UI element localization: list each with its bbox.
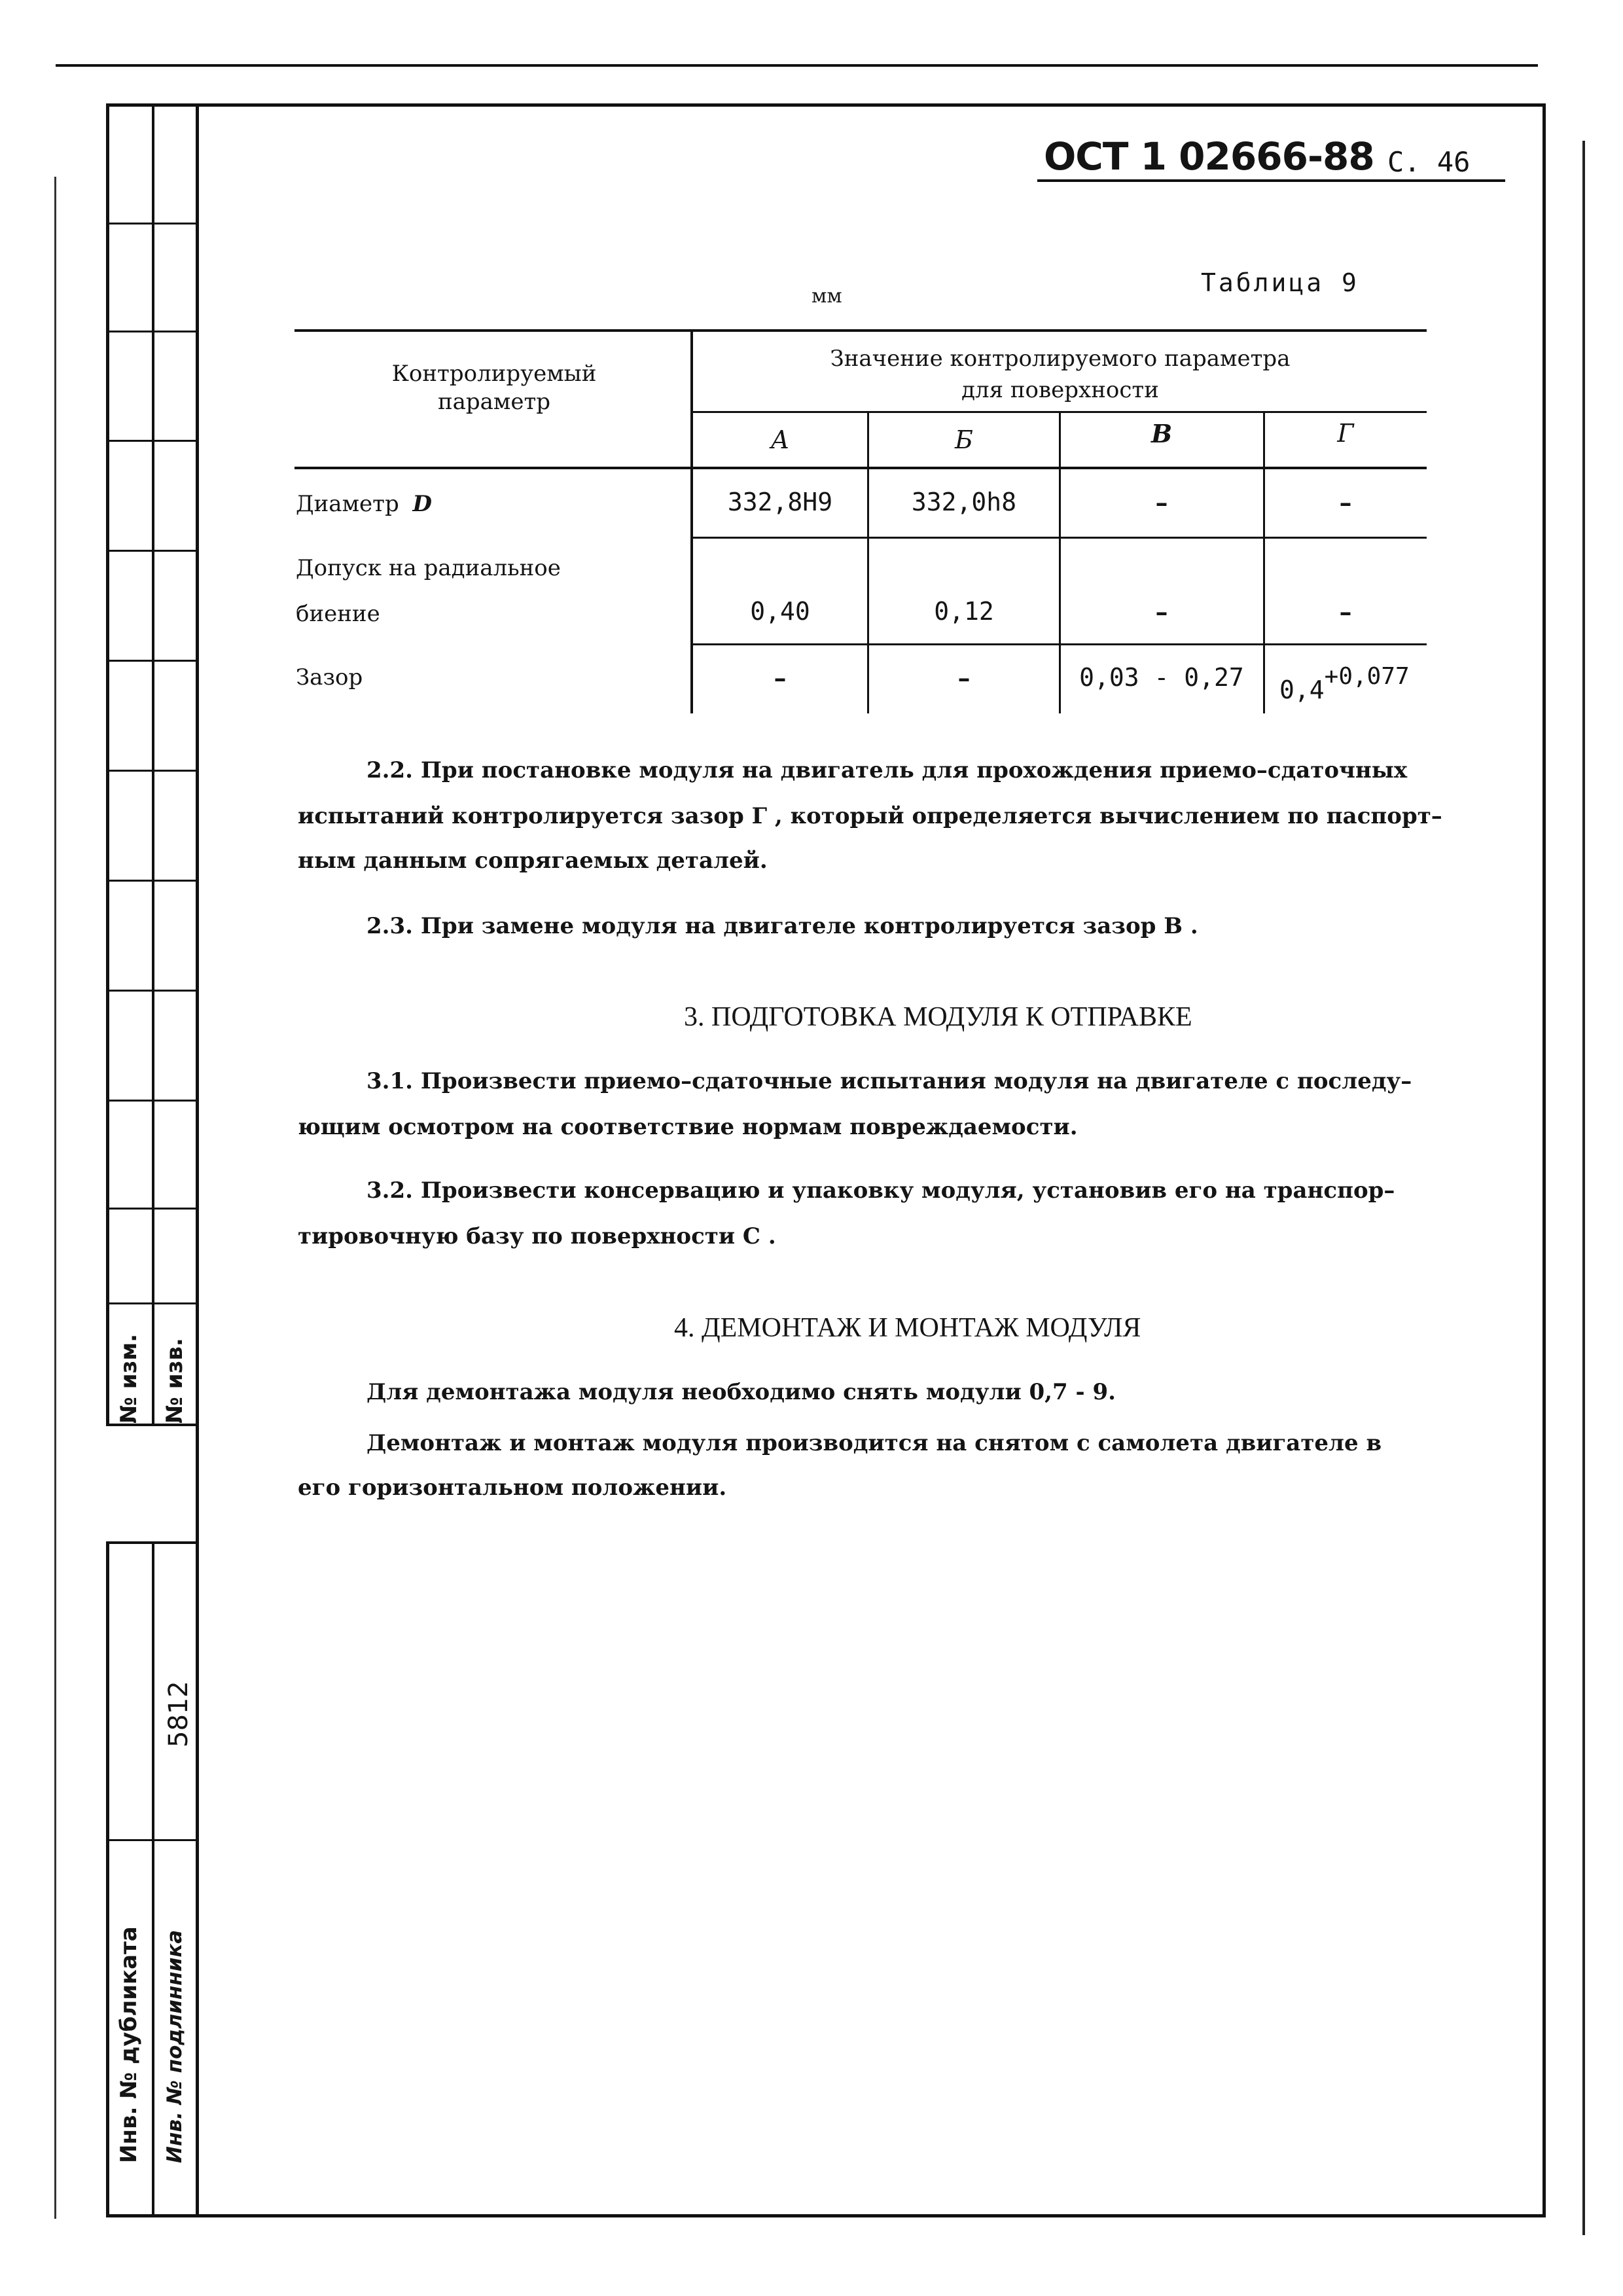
row-diameter-label: [296, 491, 432, 517]
row-gap-b: –: [957, 663, 971, 692]
inv-podlinnika-label: Инв. № подлинника: [163, 1929, 187, 2163]
document-code: ОСТ 1 02666-88: [1044, 134, 1374, 179]
row-runout-label-1: Допуск на радиальное: [296, 555, 561, 581]
para-2-3: 2.3. При замене модуля на двигателе контролируется зазор В .: [366, 913, 1198, 939]
header-underline: [1037, 179, 1505, 182]
side-tick: [106, 440, 198, 442]
row-diameter-g: –: [1339, 488, 1352, 517]
frame-left-outer-lower: [106, 1541, 109, 2215]
no-izm-label: № изм.: [116, 1333, 142, 1424]
table-caption: Таблица 9: [1201, 268, 1359, 297]
heading-section-3: 3. ПОДГОТОВКА МОДУЛЯ К ОТПРАВКЕ: [684, 1002, 1192, 1032]
gap-g-tolerance: +0,077: [1324, 663, 1410, 690]
row-diameter-v: –: [1155, 488, 1168, 517]
side-tick: [106, 660, 198, 662]
row-gap-label: Зазор: [296, 664, 363, 691]
table-rule: [294, 329, 1427, 332]
row-diameter-b: 332,0h8: [911, 488, 1017, 516]
side-tick: [106, 1839, 198, 1841]
surface-v: В: [1150, 419, 1173, 448]
side-tick: [106, 770, 198, 772]
frame-top: [106, 103, 1544, 107]
row-gap-a: –: [774, 663, 787, 692]
para-3-1-line-2: ющим осмотром на соответствие нормам повреждаемости.: [298, 1114, 1078, 1140]
para-3-1-line-1: 3.1. Произвести приемо–сдаточные испытания модуля на двигателе с последу–: [366, 1068, 1412, 1094]
row-runout-g: –: [1339, 597, 1352, 626]
para-2-2-line-3: ным данным сопрягаемых деталей.: [298, 848, 768, 874]
side-tick: [106, 550, 198, 552]
row-gap-v: 0,03 - 0,27: [1079, 663, 1244, 692]
side-tick: [106, 880, 198, 882]
row-gap-g: [1279, 663, 1410, 704]
side-tick: [106, 1302, 198, 1304]
table-unit: мм: [812, 285, 842, 308]
surface-g: Г: [1337, 419, 1354, 448]
para-3-2-line-1: 3.2. Произвести консервацию и упаковку модуля, установив его на транспор–: [366, 1177, 1395, 1204]
para-4-line-1: Для демонтажа модуля необходимо снять модули 0,7 - 9.: [366, 1379, 1116, 1405]
side-tick: [106, 1541, 198, 1544]
top-rule: [56, 64, 1538, 67]
frame-left-inner: [152, 103, 154, 1426]
row-label: Диаметр: [296, 491, 399, 517]
col-header-param: Контролируемый параметр: [391, 361, 597, 415]
row-runout-v: –: [1155, 597, 1168, 626]
side-tick: [106, 331, 198, 332]
row-label-symbol: D: [412, 491, 433, 517]
page-number: С. 46: [1387, 146, 1471, 178]
table-rule: [690, 331, 693, 713]
inv-number: 5812: [164, 1681, 194, 1748]
para-3-2-line-2: тировочную базу по поверхности С .: [298, 1223, 776, 1249]
stray-right-line: [1582, 141, 1585, 2235]
frame-bottom: [106, 2214, 1544, 2217]
side-tick: [106, 990, 198, 992]
inv-dublikata-label: Инв. № дубликата: [116, 1926, 142, 2163]
side-tick: [106, 223, 198, 224]
side-tick: [106, 1100, 198, 1102]
para-2-2-line-2: испытаний контролируется зазор Г , который определяется вычислением по паспорт–: [298, 803, 1442, 829]
no-izv-label: № изв.: [162, 1338, 188, 1424]
side-tick: [106, 1208, 198, 1210]
table-rule: [294, 467, 1427, 469]
table-rule: [1263, 412, 1265, 713]
frame-left-content: [196, 103, 199, 2217]
row-runout-label-2: биение: [296, 601, 380, 627]
surface-a: А: [770, 425, 790, 454]
side-tick: [106, 1424, 198, 1426]
col-header-values-2: для поверхности: [961, 377, 1159, 403]
frame-left-outer: [106, 103, 109, 1426]
col-header-values-1: Значение контролируемого параметра: [830, 346, 1291, 372]
surface-b: Б: [955, 425, 973, 454]
row-runout-a: 0,40: [750, 597, 810, 626]
frame-right: [1543, 103, 1546, 2217]
row-diameter-a: 332,8Н9: [727, 488, 833, 516]
para-2-2-line-1: 2.2. При постановке модуля на двигатель для прохождения приемо–сдаточных: [366, 757, 1408, 783]
frame-left-inner-lower: [152, 1541, 154, 2215]
heading-section-4: 4. ДЕМОНТАЖ И МОНТАЖ МОДУЛЯ: [674, 1313, 1141, 1343]
stray-left-line: [54, 177, 56, 2219]
para-4-line-2: Демонтаж и монтаж модуля производится на снятом с самолета двигателе в: [366, 1430, 1382, 1456]
para-4-line-3: его горизонтальном положении.: [298, 1475, 727, 1501]
gap-g-base: 0,4: [1279, 675, 1325, 704]
row-runout-b: 0,12: [934, 597, 994, 626]
